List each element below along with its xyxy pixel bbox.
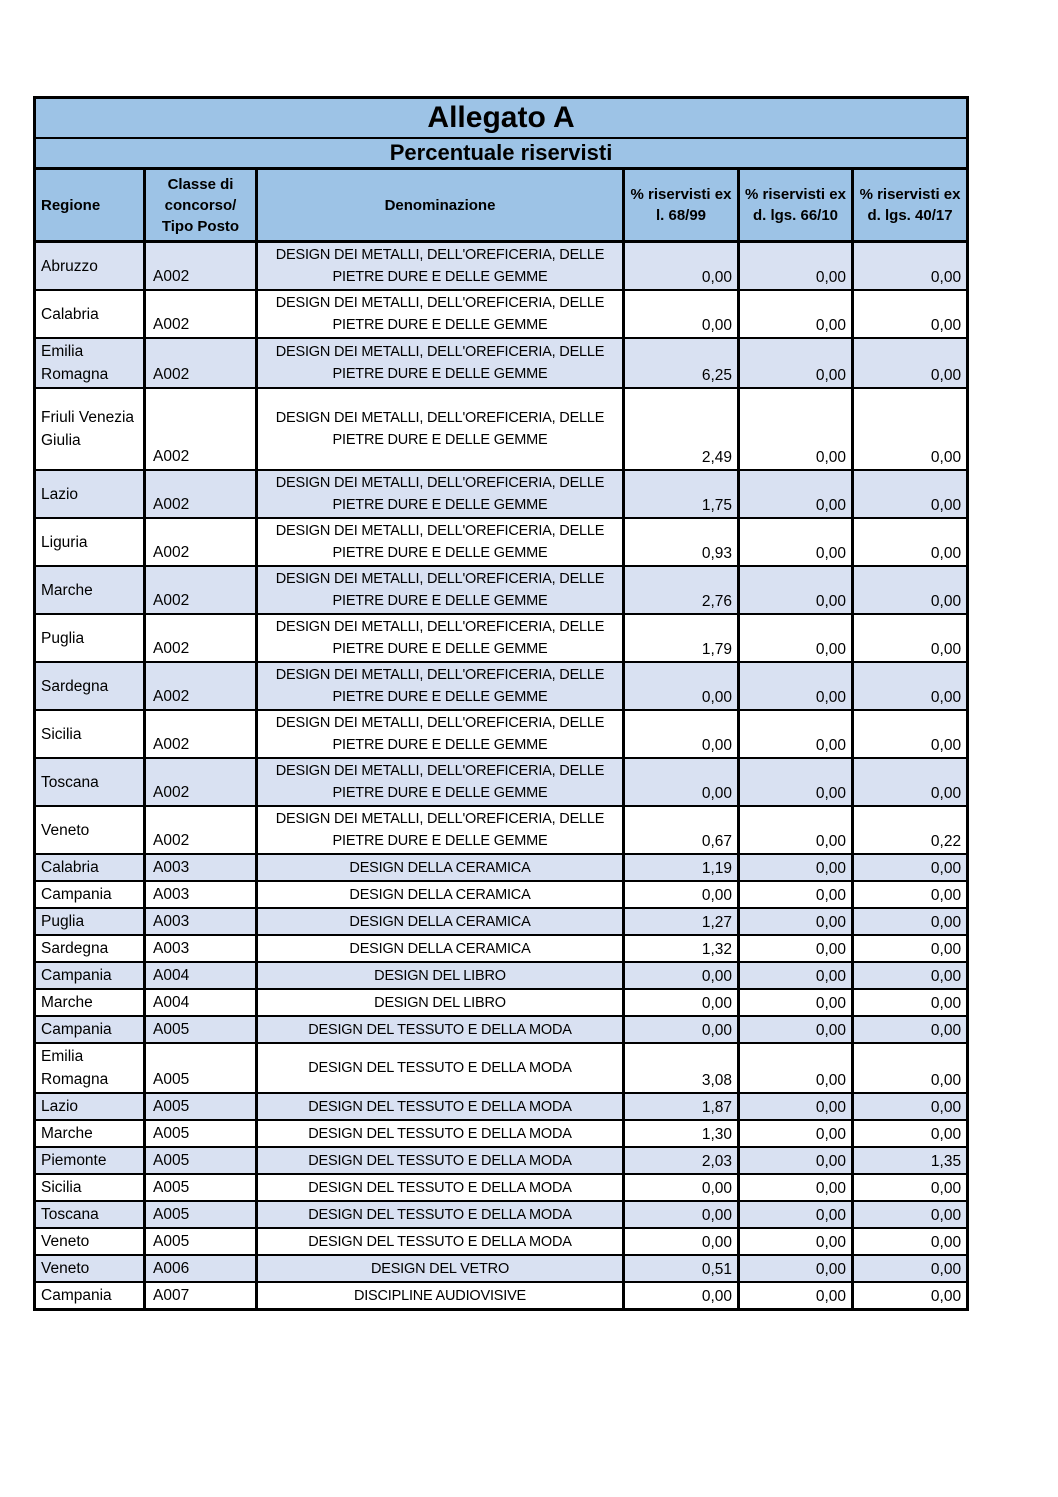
pct-68-99-cell: 0,00 (624, 1228, 739, 1255)
pct-40-17-cell: 0,00 (853, 1228, 968, 1255)
table-row (35, 242, 968, 291)
pct-40-17-cell: 0,00 (853, 470, 968, 518)
pct-68-99-cell: 1,87 (624, 1093, 739, 1120)
pct-40-17-cell: 0,00 (853, 854, 968, 881)
denomination-cell: DESIGN DEI METALLI, DELL'OREFICERIA, DELLE PIETRE DURE E DELLE GEMME (257, 758, 624, 806)
pct-40-17-cell: 0,00 (853, 1120, 968, 1147)
class-code-cell: A003 (145, 908, 257, 935)
column-header-pct-40-17: % riservisti ex d. lgs. 40/17 (853, 169, 968, 242)
class-code-cell: A005 (145, 1093, 257, 1120)
region-cell: Piemonte (35, 1147, 145, 1174)
pct-66-10-cell: 0,00 (739, 1201, 853, 1228)
pct-40-17-cell: 0,00 (853, 989, 968, 1016)
denomination-cell: DESIGN DEL TESSUTO E DELLA MODA (257, 1093, 624, 1120)
page-subtitle: Percentuale riservisti (35, 138, 968, 169)
region-cell: Veneto (35, 806, 145, 854)
class-code-cell: A002 (145, 662, 257, 710)
region-cell: Marche (35, 989, 145, 1016)
class-code-cell: A002 (145, 806, 257, 854)
pct-68-99-cell: 0,00 (624, 242, 739, 291)
pct-66-10-cell: 0,00 (739, 290, 853, 338)
table-body (35, 242, 968, 1310)
region-cell: Campania (35, 881, 145, 908)
denomination-cell: DESIGN DEL LIBRO (257, 962, 624, 989)
pct-40-17-cell: 0,00 (853, 614, 968, 662)
table-row (35, 1093, 968, 1120)
table-row (35, 881, 968, 908)
pct-66-10-cell: 0,00 (739, 908, 853, 935)
pct-68-99-cell: 1,75 (624, 470, 739, 518)
region-cell: Campania (35, 1282, 145, 1310)
region-cell: Puglia (35, 908, 145, 935)
pct-40-17-cell: 0,00 (853, 518, 968, 566)
pct-66-10-cell: 0,00 (739, 1255, 853, 1282)
class-code-cell: A005 (145, 1016, 257, 1043)
title-row (35, 98, 968, 138)
pct-66-10-cell: 0,00 (739, 1043, 853, 1093)
class-code-cell: A002 (145, 242, 257, 291)
denomination-cell: DESIGN DELLA CERAMICA (257, 935, 624, 962)
region-cell: Campania (35, 962, 145, 989)
denomination-cell: DESIGN DEI METALLI, DELL'OREFICERIA, DELLE PIETRE DURE E DELLE GEMME (257, 470, 624, 518)
pct-68-99-cell: 0,00 (624, 989, 739, 1016)
pct-40-17-cell: 0,00 (853, 290, 968, 338)
pct-68-99-cell: 0,00 (624, 1016, 739, 1043)
region-cell: Campania (35, 1016, 145, 1043)
pct-40-17-cell: 0,00 (853, 935, 968, 962)
table-row (35, 290, 968, 338)
page-title: Allegato A (35, 98, 968, 138)
table-row (35, 1120, 968, 1147)
table-row (35, 1255, 968, 1282)
table-row (35, 662, 968, 710)
table-row (35, 758, 968, 806)
region-cell: Marche (35, 1120, 145, 1147)
pct-68-99-cell: 1,30 (624, 1120, 739, 1147)
region-cell: Sardegna (35, 662, 145, 710)
class-code-cell: A002 (145, 470, 257, 518)
pct-68-99-cell: 1,79 (624, 614, 739, 662)
denomination-cell: DESIGN DEI METALLI, DELL'OREFICERIA, DELLE PIETRE DURE E DELLE GEMME (257, 388, 624, 470)
class-code-cell: A003 (145, 881, 257, 908)
table-row (35, 614, 968, 662)
pct-66-10-cell: 0,00 (739, 242, 853, 291)
class-code-cell: A002 (145, 518, 257, 566)
pct-40-17-cell: 0,00 (853, 242, 968, 291)
region-cell: Liguria (35, 518, 145, 566)
pct-68-99-cell: 0,00 (624, 962, 739, 989)
region-cell: Emilia Romagna (35, 1043, 145, 1093)
pct-66-10-cell: 0,00 (739, 1228, 853, 1255)
denomination-cell: DESIGN DELLA CERAMICA (257, 854, 624, 881)
pct-40-17-cell: 0,00 (853, 1174, 968, 1201)
pct-66-10-cell: 0,00 (739, 566, 853, 614)
pct-40-17-cell: 0,00 (853, 710, 968, 758)
pct-66-10-cell: 0,00 (739, 470, 853, 518)
pct-66-10-cell: 0,00 (739, 881, 853, 908)
table-row (35, 908, 968, 935)
pct-40-17-cell: 0,00 (853, 881, 968, 908)
region-cell: Lazio (35, 470, 145, 518)
column-header-pct-66-10: % riservisti ex d. lgs. 66/10 (739, 169, 853, 242)
denomination-cell: DESIGN DEI METALLI, DELL'OREFICERIA, DELLE PIETRE DURE E DELLE GEMME (257, 614, 624, 662)
class-code-cell: A003 (145, 935, 257, 962)
pct-66-10-cell: 0,00 (739, 1147, 853, 1174)
pct-68-99-cell: 0,00 (624, 290, 739, 338)
denomination-cell: DESIGN DELLA CERAMICA (257, 881, 624, 908)
pct-68-99-cell: 0,67 (624, 806, 739, 854)
pct-68-99-cell: 0,00 (624, 1174, 739, 1201)
pct-40-17-cell: 0,00 (853, 1255, 968, 1282)
class-code-cell: A005 (145, 1043, 257, 1093)
pct-66-10-cell: 0,00 (739, 1093, 853, 1120)
pct-66-10-cell: 0,00 (739, 1016, 853, 1043)
region-cell: Veneto (35, 1255, 145, 1282)
pct-40-17-cell: 0,00 (853, 662, 968, 710)
denomination-cell: DESIGN DEI METALLI, DELL'OREFICERIA, DELLE PIETRE DURE E DELLE GEMME (257, 806, 624, 854)
pct-40-17-cell: 0,00 (853, 908, 968, 935)
pct-66-10-cell: 0,00 (739, 710, 853, 758)
denomination-cell: DISCIPLINE AUDIOVISIVE (257, 1282, 624, 1310)
region-cell: Emilia Romagna (35, 338, 145, 388)
denomination-cell: DESIGN DEL TESSUTO E DELLA MODA (257, 1043, 624, 1093)
pct-66-10-cell: 0,00 (739, 1120, 853, 1147)
denomination-cell: DESIGN DEL TESSUTO E DELLA MODA (257, 1228, 624, 1255)
pct-66-10-cell: 0,00 (739, 662, 853, 710)
class-code-cell: A005 (145, 1228, 257, 1255)
table-row (35, 806, 968, 854)
class-code-cell: A003 (145, 854, 257, 881)
pct-40-17-cell: 0,00 (853, 1093, 968, 1120)
pct-66-10-cell: 0,00 (739, 962, 853, 989)
table-row (35, 1147, 968, 1174)
pct-40-17-cell: 0,00 (853, 1043, 968, 1093)
pct-40-17-cell: 0,00 (853, 1016, 968, 1043)
denomination-cell: DESIGN DEL TESSUTO E DELLA MODA (257, 1174, 624, 1201)
region-cell: Sicilia (35, 710, 145, 758)
pct-66-10-cell: 0,00 (739, 614, 853, 662)
denomination-cell: DESIGN DEI METALLI, DELL'OREFICERIA, DELLE PIETRE DURE E DELLE GEMME (257, 566, 624, 614)
pct-66-10-cell: 0,00 (739, 806, 853, 854)
denomination-cell: DESIGN DEL TESSUTO E DELLA MODA (257, 1016, 624, 1043)
region-cell: Puglia (35, 614, 145, 662)
table-row (35, 388, 968, 470)
table-row (35, 338, 968, 388)
class-code-cell: A004 (145, 989, 257, 1016)
pct-66-10-cell: 0,00 (739, 1282, 853, 1310)
region-cell: Marche (35, 566, 145, 614)
pct-40-17-cell: 0,22 (853, 806, 968, 854)
table-row (35, 989, 968, 1016)
table-row (35, 470, 968, 518)
pct-68-99-cell: 0,00 (624, 710, 739, 758)
pct-68-99-cell: 0,00 (624, 1282, 739, 1310)
column-header-pct-68-99: % riservisti ex l. 68/99 (624, 169, 739, 242)
table-row (35, 962, 968, 989)
pct-68-99-cell: 1,32 (624, 935, 739, 962)
table-row (35, 935, 968, 962)
class-code-cell: A004 (145, 962, 257, 989)
class-code-cell: A002 (145, 338, 257, 388)
region-cell: Calabria (35, 854, 145, 881)
region-cell: Lazio (35, 1093, 145, 1120)
subtitle-row (35, 138, 968, 169)
pct-68-99-cell: 2,49 (624, 388, 739, 470)
pct-68-99-cell: 2,03 (624, 1147, 739, 1174)
pct-40-17-cell: 0,00 (853, 1282, 968, 1310)
region-cell: Toscana (35, 758, 145, 806)
pct-68-99-cell: 0,93 (624, 518, 739, 566)
table-row (35, 1228, 968, 1255)
table-row (35, 1016, 968, 1043)
denomination-cell: DESIGN DELLA CERAMICA (257, 908, 624, 935)
pct-40-17-cell: 0,00 (853, 962, 968, 989)
pct-66-10-cell: 0,00 (739, 854, 853, 881)
denomination-cell: DESIGN DEL TESSUTO E DELLA MODA (257, 1120, 624, 1147)
denomination-cell: DESIGN DEI METALLI, DELL'OREFICERIA, DELLE PIETRE DURE E DELLE GEMME (257, 242, 624, 291)
pct-40-17-cell: 1,35 (853, 1147, 968, 1174)
pct-40-17-cell: 0,00 (853, 338, 968, 388)
column-header-regione: Regione (35, 169, 145, 242)
table-row (35, 854, 968, 881)
pct-66-10-cell: 0,00 (739, 935, 853, 962)
pct-68-99-cell: 6,25 (624, 338, 739, 388)
column-header-row (35, 169, 968, 242)
pct-66-10-cell: 0,00 (739, 1174, 853, 1201)
region-cell: Sardegna (35, 935, 145, 962)
pct-66-10-cell: 0,00 (739, 989, 853, 1016)
denomination-cell: DESIGN DEL TESSUTO E DELLA MODA (257, 1147, 624, 1174)
region-cell: Abruzzo (35, 242, 145, 291)
table-row (35, 1282, 968, 1310)
region-cell: Veneto (35, 1228, 145, 1255)
pct-40-17-cell: 0,00 (853, 758, 968, 806)
table-row (35, 1043, 968, 1093)
denomination-cell: DESIGN DEL TESSUTO E DELLA MODA (257, 1201, 624, 1228)
table-row (35, 1174, 968, 1201)
denomination-cell: DESIGN DEL LIBRO (257, 989, 624, 1016)
pct-66-10-cell: 0,00 (739, 518, 853, 566)
class-code-cell: A002 (145, 290, 257, 338)
pct-68-99-cell: 0,00 (624, 758, 739, 806)
pct-66-10-cell: 0,00 (739, 388, 853, 470)
column-header-denominazione: Denominazione (257, 169, 624, 242)
pct-68-99-cell: 1,27 (624, 908, 739, 935)
pct-40-17-cell: 0,00 (853, 1201, 968, 1228)
pct-68-99-cell: 1,19 (624, 854, 739, 881)
table-row (35, 710, 968, 758)
pct-40-17-cell: 0,00 (853, 566, 968, 614)
class-code-cell: A002 (145, 710, 257, 758)
pct-68-99-cell: 0,00 (624, 881, 739, 908)
pct-68-99-cell: 0,51 (624, 1255, 739, 1282)
pct-68-99-cell: 0,00 (624, 1201, 739, 1228)
pct-66-10-cell: 0,00 (739, 338, 853, 388)
column-header-classe: Classe di concorso/ Tipo Posto (145, 169, 257, 242)
class-code-cell: A006 (145, 1255, 257, 1282)
class-code-cell: A002 (145, 614, 257, 662)
pct-68-99-cell: 3,08 (624, 1043, 739, 1093)
class-code-cell: A002 (145, 388, 257, 470)
table-row (35, 1201, 968, 1228)
denomination-cell: DESIGN DEI METALLI, DELL'OREFICERIA, DELLE PIETRE DURE E DELLE GEMME (257, 290, 624, 338)
pct-68-99-cell: 0,00 (624, 662, 739, 710)
table-row (35, 518, 968, 566)
pct-66-10-cell: 0,00 (739, 758, 853, 806)
class-code-cell: A005 (145, 1201, 257, 1228)
denomination-cell: DESIGN DEI METALLI, DELL'OREFICERIA, DELLE PIETRE DURE E DELLE GEMME (257, 662, 624, 710)
class-code-cell: A002 (145, 758, 257, 806)
class-code-cell: A005 (145, 1174, 257, 1201)
table-row (35, 566, 968, 614)
region-cell: Friuli Venezia Giulia (35, 388, 145, 470)
region-cell: Toscana (35, 1201, 145, 1228)
class-code-cell: A007 (145, 1282, 257, 1310)
denomination-cell: DESIGN DEI METALLI, DELL'OREFICERIA, DELLE PIETRE DURE E DELLE GEMME (257, 710, 624, 758)
class-code-cell: A005 (145, 1120, 257, 1147)
class-code-cell: A005 (145, 1147, 257, 1174)
denomination-cell: DESIGN DEL VETRO (257, 1255, 624, 1282)
region-cell: Calabria (35, 290, 145, 338)
denomination-cell: DESIGN DEI METALLI, DELL'OREFICERIA, DELLE PIETRE DURE E DELLE GEMME (257, 518, 624, 566)
class-code-cell: A002 (145, 566, 257, 614)
region-cell: Sicilia (35, 1174, 145, 1201)
pct-68-99-cell: 2,76 (624, 566, 739, 614)
denomination-cell: DESIGN DEI METALLI, DELL'OREFICERIA, DELLE PIETRE DURE E DELLE GEMME (257, 338, 624, 388)
pct-40-17-cell: 0,00 (853, 388, 968, 470)
riservisti-table (33, 96, 969, 1311)
